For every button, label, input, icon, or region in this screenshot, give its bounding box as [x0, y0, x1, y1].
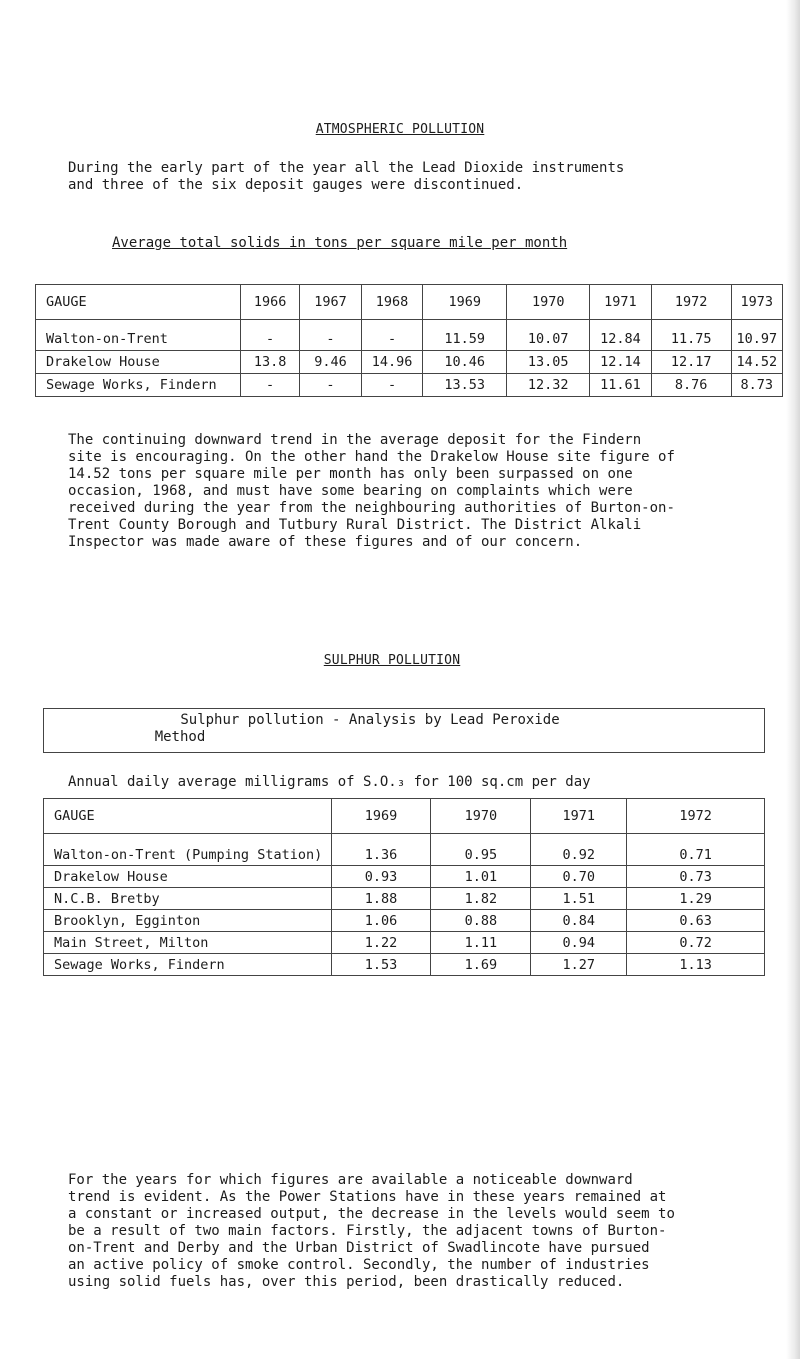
paragraph-line: received during the year from the neighbouring authorities of Burton-on- — [68, 500, 675, 516]
table-cell: 1.88 — [331, 888, 431, 910]
paragraph-line: For the years for which figures are available a noticeable downward — [68, 1172, 633, 1188]
table-row — [44, 866, 765, 888]
table-header-row — [36, 285, 783, 320]
table-cell: 10.46 — [422, 351, 506, 374]
table-cell: 1.51 — [531, 888, 627, 910]
table-cell: - — [299, 320, 361, 351]
column-header: GAUGE — [44, 799, 332, 834]
intro-line: and three of the six deposit gauges were discontinued. — [68, 177, 524, 193]
table-cell: 13.05 — [507, 351, 590, 374]
table-cell: - — [362, 320, 423, 351]
table-cell: 12.14 — [590, 351, 652, 374]
table-row — [44, 888, 765, 910]
table-cell: 11.75 — [651, 320, 731, 351]
table-cell: 1.53 — [331, 954, 431, 976]
column-header: 1970 — [431, 799, 531, 834]
table-cell: 12.32 — [507, 374, 590, 397]
column-header: 1966 — [241, 285, 300, 320]
box-title-line: Sulphur pollution - Analysis by Lead Peroxide — [180, 712, 560, 728]
gauge-name: Sewage Works, Findern — [44, 954, 332, 976]
gauge-name: Drakelow House — [36, 351, 241, 374]
heading-atmospheric-pollution: ATMOSPHERIC POLLUTION — [315, 122, 485, 137]
sulphur-table-caption: Annual daily average milligrams of S.O.₃ for 100 sq.cm per day — [68, 774, 591, 790]
column-header: 1973 — [731, 285, 782, 320]
gauge-name: Sewage Works, Findern — [36, 374, 241, 397]
table-cell: 0.72 — [627, 932, 765, 954]
table-cell: 1.29 — [627, 888, 765, 910]
table-header-row — [44, 799, 765, 834]
table-cell: 0.63 — [627, 910, 765, 932]
paragraph-line: Inspector was made aware of these figures and of our concern. — [68, 534, 583, 550]
table-cell: 14.52 — [731, 351, 782, 374]
paragraph-line: on-Trent and Derby and the Urban District of Swadlincote have pursued — [68, 1240, 650, 1256]
table-cell: 10.07 — [507, 320, 590, 351]
table-row — [44, 834, 765, 866]
table-cell: 1.27 — [531, 954, 627, 976]
table-cell: 11.59 — [422, 320, 506, 351]
table-cell: 10.97 — [731, 320, 782, 351]
table-row — [36, 351, 783, 374]
gauge-name: Main Street, Milton — [44, 932, 332, 954]
paragraph-line: using solid fuels has, over this period, been drastically reduced. — [68, 1274, 625, 1290]
table-cell: 1.13 — [627, 954, 765, 976]
table-cell: 0.84 — [531, 910, 627, 932]
table-cell: 0.73 — [627, 866, 765, 888]
table-cell: 13.53 — [422, 374, 506, 397]
column-header: 1967 — [299, 285, 361, 320]
column-header: GAUGE — [36, 285, 241, 320]
table-row — [44, 910, 765, 932]
sulphur-title-box-rule — [43, 752, 765, 753]
intro-line: During the early part of the year all the Lead Dioxide instruments — [68, 160, 625, 176]
scan-margin-shadow — [786, 0, 800, 1359]
column-header: 1968 — [362, 285, 423, 320]
deposit-commentary — [68, 432, 728, 551]
column-header: 1969 — [422, 285, 506, 320]
column-header: 1969 — [331, 799, 431, 834]
table-cell: 1.36 — [331, 834, 431, 866]
paragraph-line: site is encouraging. On the other hand the Drakelow House site figure of — [68, 449, 675, 465]
table-cell: 0.88 — [431, 910, 531, 932]
sulphur-box-title — [0, 712, 800, 746]
table-cell: 1.06 — [331, 910, 431, 932]
paragraph-line: a constant or increased output, the decrease in the levels would seem to — [68, 1206, 675, 1222]
paragraph-line: Trent County Borough and Tutbury Rural District. The District Alkali — [68, 517, 642, 533]
table-cell: 11.61 — [590, 374, 652, 397]
paragraph-line: be a result of two main factors. Firstly, the adjacent towns of Burton- — [68, 1223, 667, 1239]
table-cell: 0.93 — [331, 866, 431, 888]
table-cell: 0.71 — [627, 834, 765, 866]
table-cell: 14.96 — [362, 351, 423, 374]
column-header: 1972 — [627, 799, 765, 834]
table-cell: 8.73 — [731, 374, 782, 397]
table-cell: 13.8 — [241, 351, 300, 374]
column-header: 1971 — [590, 285, 652, 320]
sulphur-commentary — [68, 1172, 728, 1291]
table-cell: 0.94 — [531, 932, 627, 954]
paragraph-line: an active policy of smoke control. Secondly, the number of industries — [68, 1257, 650, 1273]
gauge-name: Brooklyn, Egginton — [44, 910, 332, 932]
table-cell: 9.46 — [299, 351, 361, 374]
table-cell: 12.84 — [590, 320, 652, 351]
gauge-name: Walton-on-Trent (Pumping Station) — [44, 834, 332, 866]
gauge-name: Walton-on-Trent — [36, 320, 241, 351]
table-cell: - — [362, 374, 423, 397]
deposit-gauge-table — [35, 284, 783, 397]
table-cell: - — [299, 374, 361, 397]
column-header: 1971 — [531, 799, 627, 834]
heading-sulphur-pollution: SULPHUR POLLUTION — [323, 653, 461, 668]
table-cell: 1.69 — [431, 954, 531, 976]
table-row — [36, 374, 783, 397]
gauge-name: N.C.B. Bretby — [44, 888, 332, 910]
table-cell: 1.22 — [331, 932, 431, 954]
box-title-line: Method — [154, 729, 206, 745]
paragraph-line: 14.52 tons per square mile per month has only been surpassed on one — [68, 466, 633, 482]
table-cell: 12.17 — [651, 351, 731, 374]
column-header: 1970 — [507, 285, 590, 320]
table-cell: 0.92 — [531, 834, 627, 866]
gauge-name: Drakelow House — [44, 866, 332, 888]
deposit-table-caption: Average total solids in tons per square mile per month — [112, 235, 568, 251]
table-cell: - — [241, 374, 300, 397]
table-cell: 1.01 — [431, 866, 531, 888]
table-cell: 1.82 — [431, 888, 531, 910]
table-cell: - — [241, 320, 300, 351]
table-cell: 0.95 — [431, 834, 531, 866]
table-row — [36, 320, 783, 351]
paragraph-line: trend is evident. As the Power Stations have in these years remained at — [68, 1189, 667, 1205]
sulphur-gauge-table — [43, 798, 765, 976]
table-row — [44, 932, 765, 954]
table-row — [44, 954, 765, 976]
paragraph-line: The continuing downward trend in the average deposit for the Findern — [68, 432, 642, 448]
table-cell: 8.76 — [651, 374, 731, 397]
column-header: 1972 — [651, 285, 731, 320]
intro-paragraph — [68, 160, 718, 194]
table-cell: 0.70 — [531, 866, 627, 888]
paragraph-line: occasion, 1968, and must have some bearing on complaints which were — [68, 483, 633, 499]
table-cell: 1.11 — [431, 932, 531, 954]
